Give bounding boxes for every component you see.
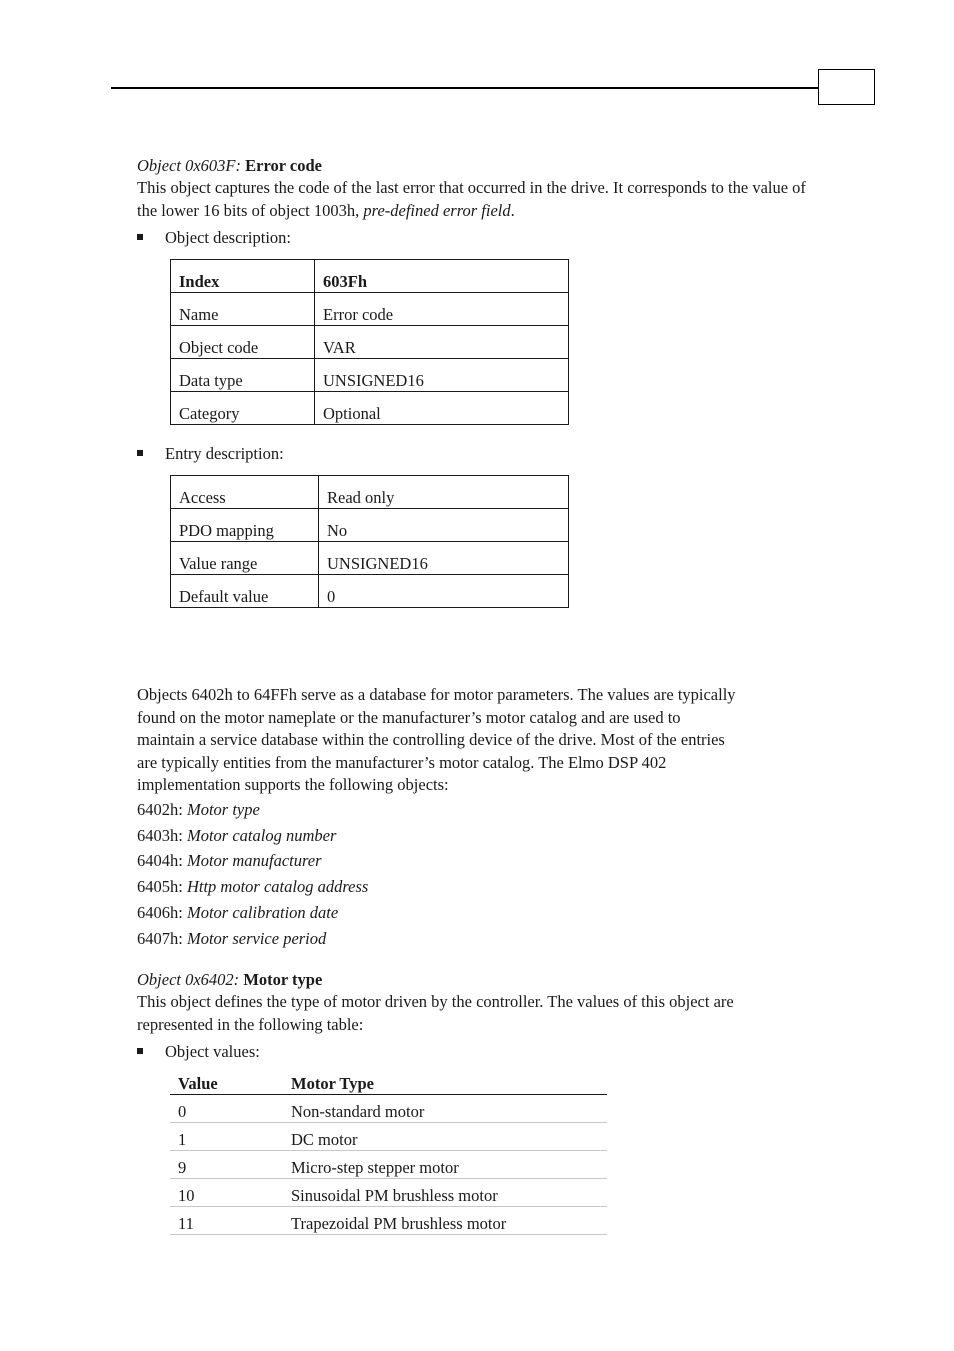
heading-title: Motor type <box>243 970 323 989</box>
table-cell: Value range <box>171 542 319 575</box>
table-row <box>171 260 569 293</box>
table-cell: Micro-step stepper motor <box>283 1151 607 1179</box>
bullet-square-icon <box>137 450 143 456</box>
list-item: 6405h: Http motor catalog address <box>137 877 369 897</box>
table-cell: Index <box>171 260 315 293</box>
table-cell: PDO mapping <box>171 509 319 542</box>
table-cell: No <box>319 509 569 542</box>
table-cell: Non-standard motor <box>283 1095 607 1123</box>
table-cell: 10 <box>170 1179 283 1207</box>
table-row <box>171 542 569 575</box>
table-row <box>170 1123 607 1151</box>
list-item: 6402h: Motor type <box>137 800 260 819</box>
table-row <box>170 1179 607 1207</box>
table-row <box>171 359 569 392</box>
paragraph-line: Objects 6402h to 64FFh serve as a database for motor parameters. The values are typically <box>137 685 736 704</box>
column-header-motor-type: Motor Type <box>283 1072 607 1095</box>
motor-object-list <box>137 797 368 951</box>
table-row <box>171 509 569 542</box>
table-cell: Access <box>171 476 319 509</box>
paragraph-6402 <box>137 991 827 1036</box>
bullet-object-description <box>137 228 291 248</box>
table-row <box>170 1207 607 1235</box>
table-cell: 1 <box>170 1123 283 1151</box>
heading-title: Error code <box>245 156 322 175</box>
paragraph-italic: pre-defined error field <box>363 200 511 220</box>
table-cell: DC motor <box>283 1123 607 1151</box>
paragraph-line: maintain a service database within the controlling device of the drive. Most of the entries <box>137 730 725 749</box>
list-item: 6407h: Motor service period <box>137 928 327 948</box>
table-row <box>170 1095 607 1123</box>
table-cell: UNSIGNED16 <box>319 542 569 575</box>
bullet-entry-description <box>137 444 284 464</box>
table-cell: UNSIGNED16 <box>315 359 569 392</box>
table-cell: Name <box>171 293 315 326</box>
heading-object-id: Object 0x6402: <box>137 970 240 989</box>
table-cell: Category <box>171 392 315 425</box>
table-cell: 0 <box>170 1095 283 1123</box>
table-cell: Error code <box>315 293 569 326</box>
table-cell: Optional <box>315 392 569 425</box>
entry-description-table <box>170 475 569 608</box>
table-cell: Sinusoidal PM brushless motor <box>283 1179 607 1207</box>
table-cell: VAR <box>315 326 569 359</box>
bullet-square-icon <box>137 234 143 240</box>
table-header-row <box>170 1072 607 1095</box>
section-heading-603f <box>137 156 322 176</box>
bullet-object-values <box>137 1042 260 1062</box>
paragraph-603f <box>137 177 827 222</box>
table-cell: Default value <box>171 575 319 608</box>
table-row <box>171 293 569 326</box>
section-heading-6402 <box>137 970 322 990</box>
table-row <box>171 575 569 608</box>
paragraph-motor-database <box>137 684 827 797</box>
table-cell: 603Fh <box>315 260 569 293</box>
table-row <box>171 392 569 425</box>
paragraph-line: This object defines the type of motor driven by the controller. The values of this object are <box>137 992 734 1011</box>
bullet-square-icon <box>137 1048 143 1054</box>
list-item: 6406h: Motor calibration date <box>137 902 339 922</box>
table-cell: Trapezoidal PM brushless motor <box>283 1207 607 1235</box>
paragraph-line: are typically entities from the manufacturer’s motor catalog. The Elmo DSP 402 <box>137 752 667 772</box>
paragraph-text: This object captures the code of the last error that occurred in the drive. It corresponds to the value of the lower 16 bits of object 1003h, <box>137 178 806 220</box>
heading-object-id: Object 0x603F: <box>137 156 242 175</box>
bullet-label: Object description: <box>165 228 292 247</box>
bullet-label: Entry description: <box>165 444 284 463</box>
table-cell: Data type <box>171 359 315 392</box>
table-cell: 11 <box>170 1207 283 1235</box>
list-item: 6404h: Motor manufacturer <box>137 851 322 871</box>
column-header-value: Value <box>170 1072 283 1095</box>
table-row <box>171 476 569 509</box>
object-description-table <box>170 259 569 425</box>
header-rule <box>111 87 819 89</box>
paragraph-line: represented in the following table: <box>137 1014 364 1034</box>
table-cell: 0 <box>319 575 569 608</box>
bullet-label: Object values: <box>165 1042 260 1061</box>
table-cell: Object code <box>171 326 315 359</box>
paragraph-line: implementation supports the following objects: <box>137 775 449 794</box>
table-row <box>170 1151 607 1179</box>
paragraph-line: found on the motor nameplate or the manufacturer’s motor catalog and are used to <box>137 707 681 727</box>
list-item: 6403h: Motor catalog number <box>137 825 337 845</box>
table-cell: 9 <box>170 1151 283 1179</box>
paragraph-end: . <box>510 200 515 220</box>
table-cell: Read only <box>319 476 569 509</box>
table-row <box>171 326 569 359</box>
motor-type-table <box>170 1072 607 1235</box>
page-number-box <box>818 69 875 105</box>
